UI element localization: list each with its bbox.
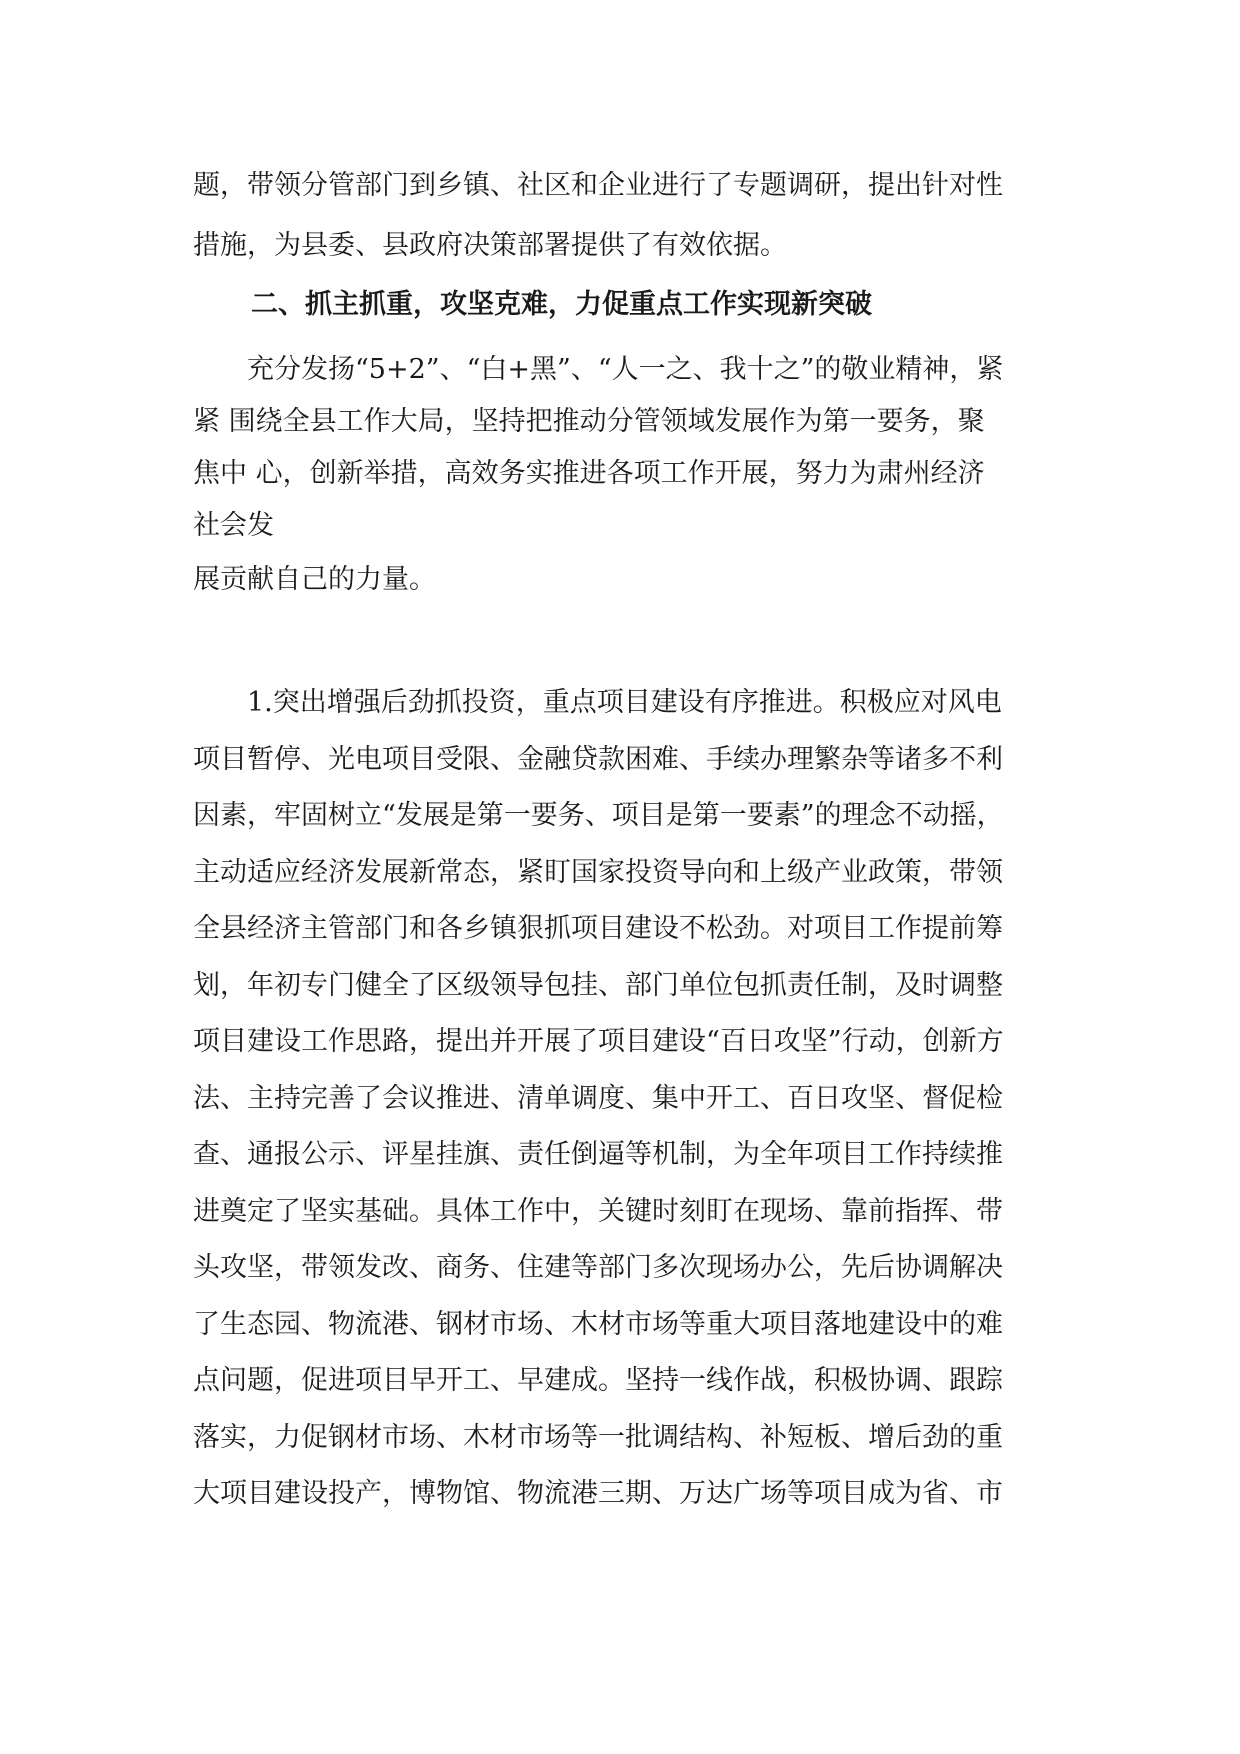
text-line: 法、主持完善了会议推进、清单调度、集中开工、百日攻坚、督促检: [193, 1082, 1003, 1114]
paragraph-investment: [193, 675, 1053, 1523]
text-line: 1.突出增强后劲抓投资，重点项目建设有序推进。积极应对风电: [193, 687, 1002, 718]
text-line: 项目建设工作思路，提出并开展了项目建设“百日攻坚”行动，创新方: [193, 1026, 1004, 1057]
text-line: 焦中 心，创新举措，高效务实推进各项工作开展，努力为肃州经济: [193, 458, 985, 489]
text-line: 项目暂停、光电项目受限、金融贷款困难、手续办理繁杂等诸多不利: [193, 743, 1003, 775]
text-line: 点问题，促进项目早开工、早建成。坚持一线作战，积极协调、跟踪: [193, 1365, 1003, 1396]
text-line: 全县经济主管部门和各乡镇狠抓项目建设不松劲。对项目工作提前筹: [193, 913, 1003, 944]
section-heading: 二、抓主抓重，攻坚克难，力促重点工作实现新突破: [251, 289, 872, 320]
text-line: 查、通报公示、评星挂旗、责任倒逼等机制，为全年项目工作持续推: [193, 1139, 1003, 1170]
text-line: 主动适应经济发展新常态，紧盯国家投资导向和上级产业政策，带领: [193, 856, 1003, 888]
text-line: 展贡献自己的力量。: [193, 564, 436, 595]
text-line: 紧 围绕全县工作大局，坚持把推动分管领域发展作为第一要务，聚: [193, 406, 985, 437]
paragraph-continued: [193, 156, 1053, 276]
text-line: 进奠定了坚实基础。具体工作中，关键时刻盯在现场、靠前指挥、带: [193, 1195, 1003, 1227]
text-line: 措施，为县委、县政府决策部署提供了有效依据。: [193, 230, 787, 261]
text-line: 社会发: [193, 510, 274, 541]
paragraph-spirit: [193, 344, 1053, 608]
text-line: 大项目建设投产，博物馆、物流港三期、万达广场等项目成为省、市: [193, 1478, 1003, 1509]
text-line: 划，年初专门健全了区级领导包挂、部门单位包抓责任制，及时调整: [193, 969, 1003, 1001]
text-line: 充分发扬“5+2”、“白+黑”、“人一之、我十之”的敬业精神，紧: [193, 354, 1004, 385]
text-line: 了生态园、物流港、钢材市场、木材市场等重大项目落地建设中的难: [193, 1308, 1003, 1340]
text-line: 因素，牢固树立“发展是第一要务、项目是第一要素”的理念不动摇，: [193, 800, 1004, 831]
text-line: 头攻坚，带领发改、商务、住建等部门多次现场办公，先后协调解决: [193, 1252, 1003, 1283]
text-line: 题，带领分管部门到乡镇、社区和企业进行了专题调研，提出针对性: [193, 170, 1003, 201]
text-line: 落实，力促钢材市场、木材市场等一批调结构、补短板、增后劲的重: [193, 1421, 1003, 1453]
